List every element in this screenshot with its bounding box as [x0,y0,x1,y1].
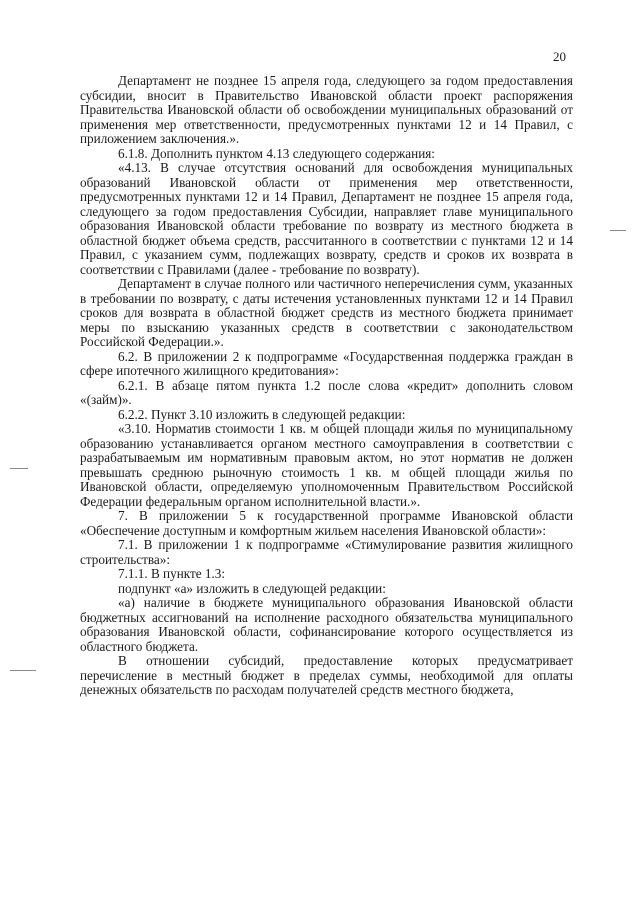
paragraph: 6.2.2. Пункт 3.10 изложить в следующей редакции: [118,406,406,422]
paragraph: 6.2. В приложении 2 к подпрограмме «Государственная поддержка граждан в сфере ипотечного жилищного кредитования»: [80,348,573,378]
page-number: 20 [553,49,566,64]
paragraph: 7. В приложении 5 к государственной программе Ивановской области «Обеспечение доступным и комфортным жильем населения Ивановской области»: [80,508,573,538]
paragraph: Департамент не позднее 15 апреля года, следующего за годом предоставления субсидии, вносит в Правительство Ивановской области проект распоряжения Правительства Ивановской области об освобождении муниципальных образований от применения мер ответственности, предусмотренных пунктами 12 и 14 Правил, с приложением заключения.». [80,73,573,146]
paragraph: подпункт «а» изложить в следующей редакции: [118,580,386,596]
paragraph: «4.13. В случае отсутствия оснований для освобождения муниципальных образований Ивановской области от применения мер ответственности, предусмотренных пунктами 12 и 14 Правил, Департамент не позднее 15 апреля года, следующего за годом предоставления Субсидии, направляет главе муниципального образования Ивановской области требование по возврату из местного бюджета в областной бюджет объема средств, рассчитанного в соответствии с пунктами 12 и 14 Правил, с указанием сумм, подлежащих возврату, средств и сроков их возврата в соответствии с Правилами (далее - требование по возврату). [80,160,573,277]
scan-mark-left [10,670,36,671]
scan-mark-right [610,230,626,231]
scan-mark-left [10,468,28,469]
paragraph: 7.1.1. В пункте 1.3: [118,566,226,581]
paragraph: «3.10. Норматив стоимости 1 кв. м общей площади жилья по муниципальному образованию устанавливается органом местного самоуправления в соответствии с разрабатываемым им нормативным правовым актом, но этот норматив не должен превышать среднюю рыночную стоимость 1 кв. м общей площади жилья по Ивановской области, определяемую уполномоченным Правительством Российской Федерации федеральным органом исполнительной власти.». [80,421,573,509]
paragraph: 6.1.8. Дополнить пунктом 4.13 следующего содержания: [118,145,435,161]
paragraph: Департамент в случае полного или частичного неперечисления сумм, указанных в требовании по возврату, с даты истечения установленных пунктами 12 и 14 Правил сроков для возврата в областной бюджет средств из местного бюджета принимает меры по взысканию указанных средств в соответствии с законодательством Российской Федерации.». [80,276,573,349]
document-body [80,74,573,698]
paragraph: В отношении субсидий, предоставление которых предусматривает перечисление в местный бюджет в пределах суммы, необходимой для оплаты денежных обязательств по расходам получателей средств местного бюджета, [80,653,573,697]
paragraph: 7.1. В приложении 1 к подпрограмме «Стимулирование развития жилищного строительства»: [80,537,573,567]
paragraph: «а) наличие в бюджете муниципального образования Ивановской области бюджетных ассигнований на исполнение расходного обязательства муниципального образования Ивановской области, софинансирование которого осуществляется из областного бюджета. [80,595,573,654]
paragraph: 6.2.1. В абзаце пятом пункта 1.2 после слова «кредит» дополнить словом «(займ)». [80,377,573,407]
